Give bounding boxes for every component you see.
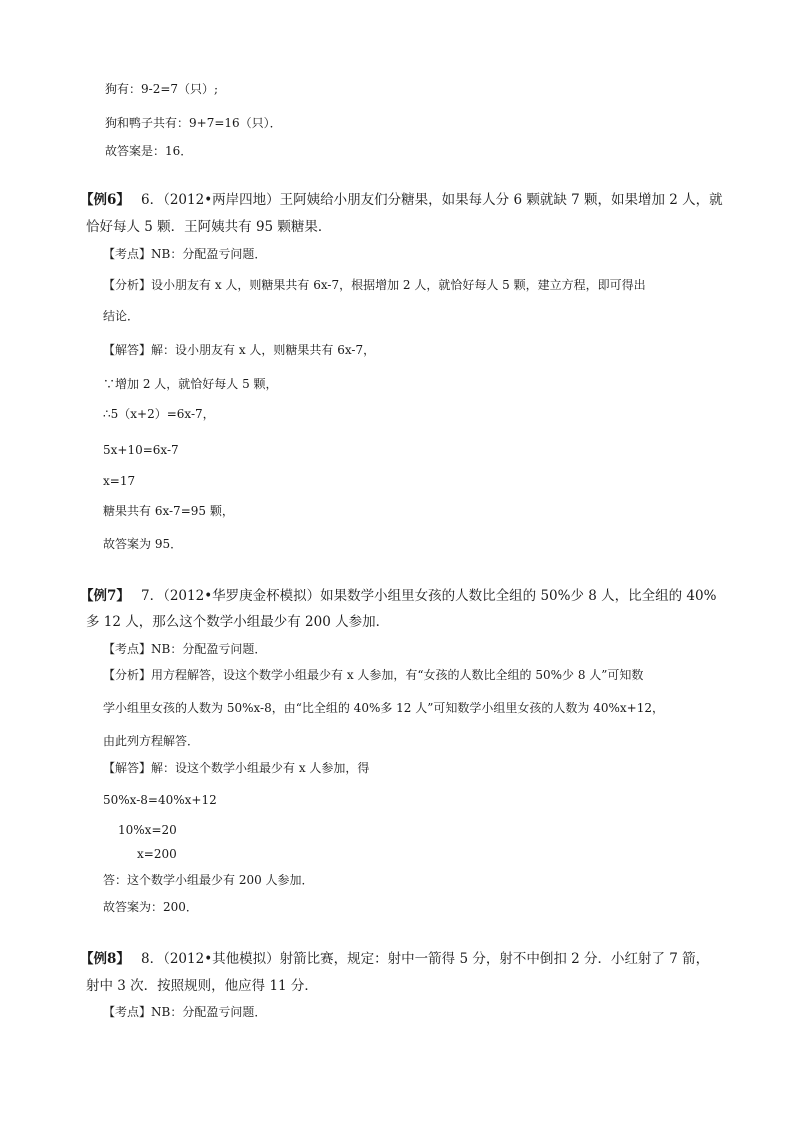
- solution-line: 糖果共有 6x-7=95 颗，: [103, 504, 234, 518]
- question-text: 6．（2012•两岸四地）王阿姨给小朋友们分糖果，如果每人分 6 颗就缺 7 颗，如果增加 2 人，就: [141, 192, 723, 208]
- example-tag: 【例6】: [80, 192, 130, 208]
- equation-line: 10%x=20: [118, 823, 177, 837]
- question-text: 8．（2012•其他模拟）射箭比赛，规定：射中一箭得 5 分，射不中倒扣 2 分．小红射了 7 箭，: [141, 951, 710, 967]
- solution-line: 狗有：9-2=7（只）;: [105, 82, 219, 96]
- question-text: 恰好每人 5 颗．王阿姨共有 95 颗糖果．: [86, 219, 332, 235]
- solution-line: x=17: [103, 474, 136, 488]
- solution-line: ∵增加 2 人，就恰好每人 5 颗，: [103, 377, 278, 391]
- example-tag: 【例7】: [80, 588, 130, 604]
- question-text: 7．（2012•华罗庚金杯模拟）如果数学小组里女孩的人数比全组的 50%少 8 人，比全组的 40%: [141, 588, 717, 604]
- fenxi-line: 【分析】用方程解答，设这个数学小组最少有 x 人参加，有“女孩的人数比全组的 50%少 8 人”可知数: [103, 668, 644, 682]
- solution-line: 狗和鸭子共有：9+7=16（只）．: [105, 116, 282, 130]
- question-text: 多 12 人，那么这个数学小组最少有 200 人参加．: [86, 614, 390, 630]
- solution-line: 5x+10=6x-7: [103, 443, 179, 457]
- kaodian-line: 【考点】NB：分配盈亏问题．: [103, 642, 267, 656]
- answer-line: 故答案为 95．: [103, 537, 183, 551]
- kaodian-line: 【考点】NB：分配盈亏问题．: [103, 1005, 267, 1019]
- fenxi-line: 【分析】设小朋友有 x 人，则糖果共有 6x-7，根据增加 2 人，就恰好每人 5 颗，建立方程，即可得出: [103, 278, 646, 292]
- question-text: 射中 3 次．按照规则，他应得 11 分．: [86, 978, 318, 994]
- solution-line: ∴5（x+2）=6x-7，: [103, 407, 215, 421]
- kaodian-line: 【考点】NB：分配盈亏问题．: [103, 247, 267, 261]
- jieda-line: 【解答】解：设小朋友有 x 人，则糖果共有 6x-7，: [103, 343, 376, 357]
- answer-line: 答：这个数学小组最少有 200 人参加．: [103, 873, 314, 887]
- equation-line: x=200: [137, 847, 177, 861]
- equation-line: 50%x-8=40%x+12: [103, 793, 217, 807]
- jieda-line: 【解答】解：设这个数学小组最少有 x 人参加，得: [103, 761, 370, 775]
- example-tag: 【例8】: [80, 951, 130, 967]
- answer-line: 故答案是：16．: [105, 144, 193, 158]
- fenxi-line: 学小组里女孩的人数为 50%x-8，由“比全组的 40%多 12 人”可知数学小组里女孩的人数为 40%x+12，: [103, 701, 664, 715]
- fenxi-line: 结论．: [103, 309, 140, 323]
- answer-line: 故答案为：200．: [103, 900, 198, 914]
- fenxi-line: 由此列方程解答．: [103, 734, 200, 748]
